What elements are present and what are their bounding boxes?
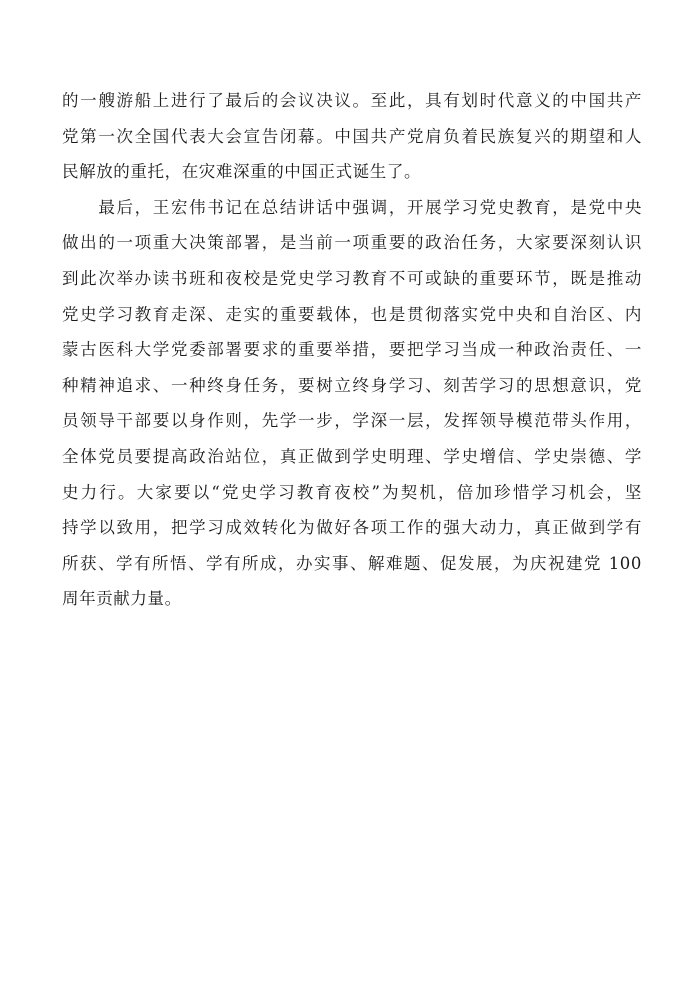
document-body xyxy=(62,83,642,617)
paragraph-2-line-3: 到此次举办读书班和夜校是党史学习教育不可或缺的重要环节，既是推动 xyxy=(62,268,642,288)
paragraph-1-line-2: 党第一次全国代表大会宣告闭幕。中国共产党肩负着民族复兴的期望和人 xyxy=(62,126,642,146)
paragraph-2-line-9: 史力行。大家要以“党史学习教育夜校”为契机，倍加珍惜学习机会，坚 xyxy=(62,482,642,502)
paragraph-2-line-4: 党史学习教育走深、走实的重要载体，也是贯彻落实党中央和自治区、内 xyxy=(62,304,642,324)
paragraph-2-line-1: 最后，王宏伟书记在总结讲话中强调，开展学习党史教育，是党中央 xyxy=(62,197,642,217)
paragraph-1-line-1: 的一艘游船上进行了最后的会议决议。至此，具有划时代意义的中国共产 xyxy=(62,91,642,110)
paragraph-2-line-11: 所获、学有所悟、学有所成，办实事、解难题、促发展，为庆祝建党 100 xyxy=(62,553,642,573)
paragraph-2-line-2: 做出的一项重大决策部署，是当前一项重要的政治任务，大家要深刻认识 xyxy=(62,233,642,253)
paragraph-2-line-6: 种精神追求、一种终身任务，要树立终身学习、刻苦学习的思想意识，党 xyxy=(62,375,642,395)
paragraph-2-line-7: 员领导干部要以身作则，先学一步，学深一层，发挥领导模范带头作用， xyxy=(62,411,642,431)
paragraph-2-line-5: 蒙古医科大学党委部署要求的重要举措，要把学习当成一种政治责任、一 xyxy=(62,340,642,360)
paragraph-2-line-10: 持学以致用，把学习成效转化为做好各项工作的强大动力，真正做到学有 xyxy=(62,518,642,538)
paragraph-2-line-12: 周年贡献力量。 xyxy=(62,589,182,609)
paragraph-1-line-3: 民解放的重托，在灾难深重的中国正式诞生了。 xyxy=(62,162,422,182)
paragraph-2-line-8: 全体党员要提高政治站位，真正做到学史明理、学史增信、学史崇德、学 xyxy=(62,446,642,466)
